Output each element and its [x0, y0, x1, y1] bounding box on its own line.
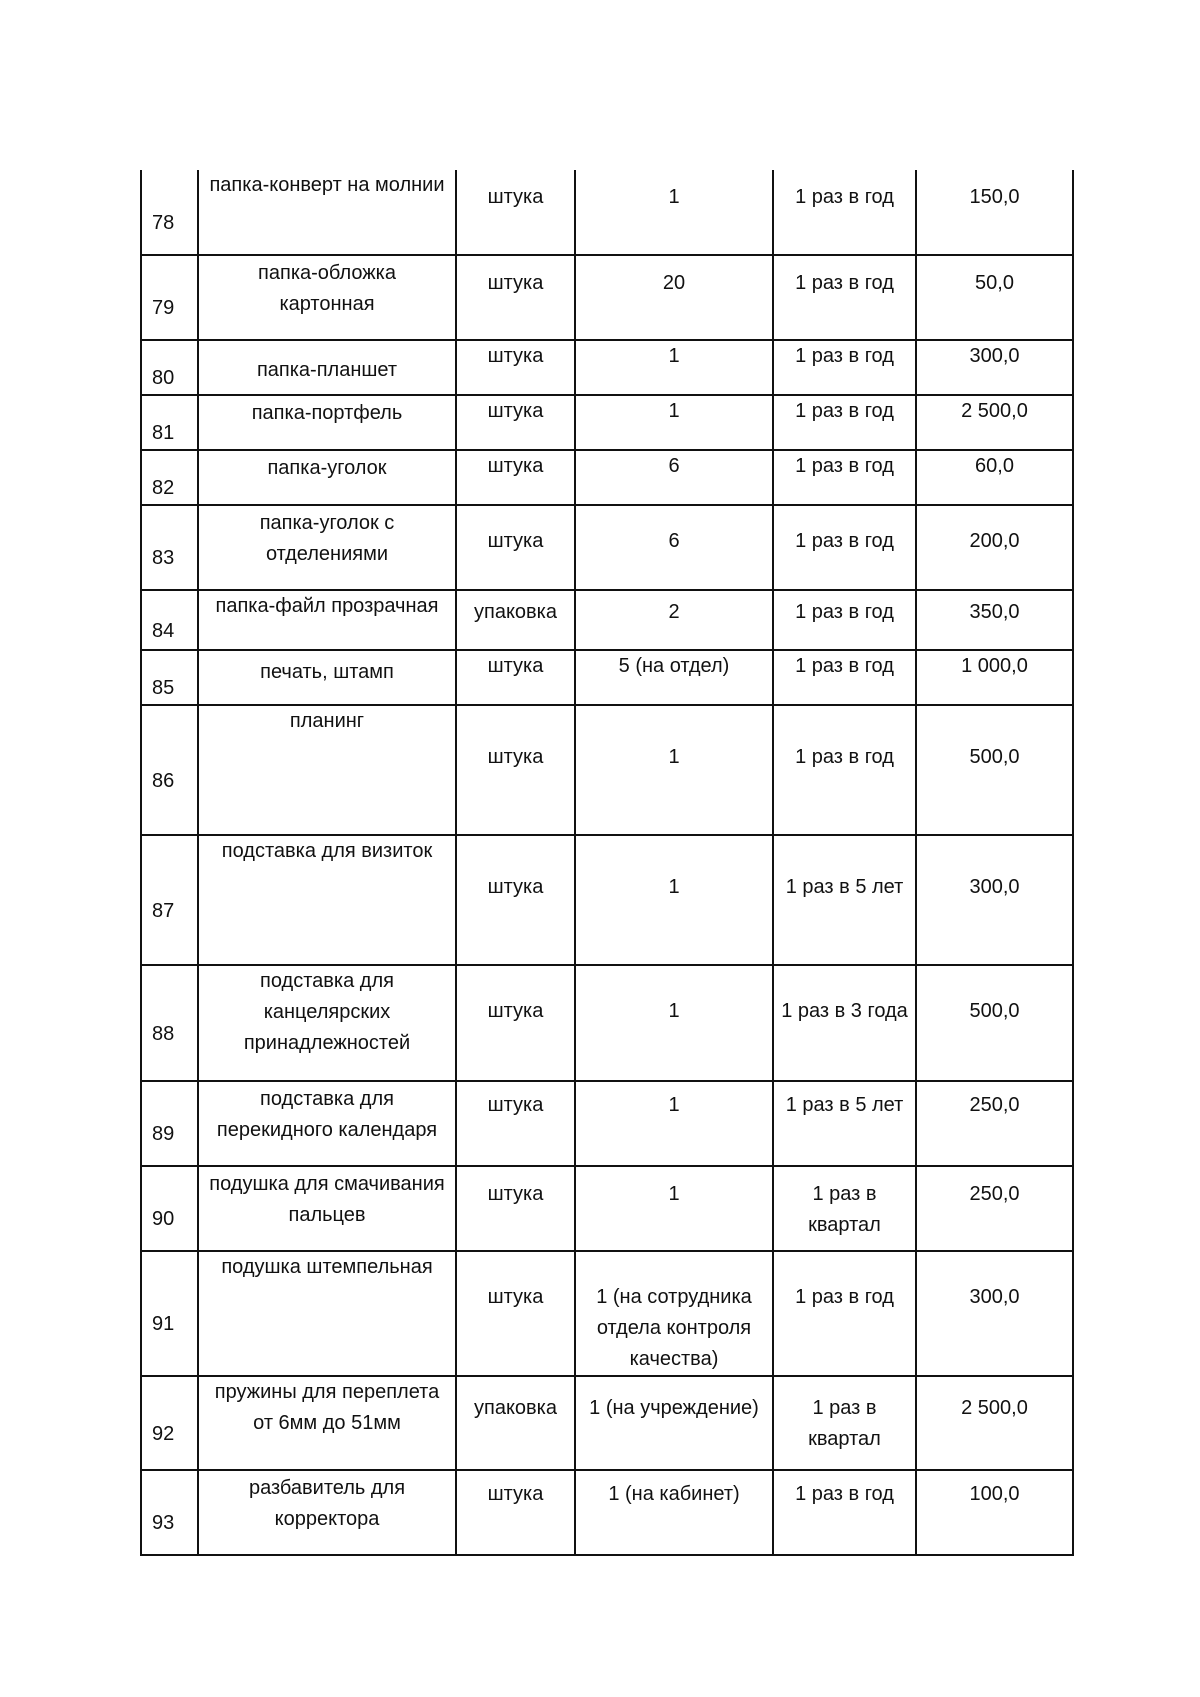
- row-number: 93: [141, 1470, 198, 1555]
- row-number: 86: [141, 705, 198, 835]
- quantity: 1: [575, 170, 773, 255]
- quantity: 1: [575, 395, 773, 450]
- row-number: 88: [141, 965, 198, 1081]
- table-row: [141, 395, 1073, 450]
- quantity: 1: [575, 835, 773, 965]
- unit-of-measure: штука: [456, 650, 575, 705]
- table-row: [141, 1166, 1073, 1251]
- row-number: 91: [141, 1251, 198, 1376]
- unit-of-measure: штука: [456, 835, 575, 965]
- unit-of-measure: штука: [456, 170, 575, 255]
- table-body: [141, 170, 1073, 1555]
- quantity: 1 (на сотрудника отдела контроля качества): [575, 1251, 773, 1376]
- item-name: папка-уголок с отделениями: [198, 505, 456, 590]
- table-row: [141, 1081, 1073, 1166]
- table-row: [141, 340, 1073, 395]
- table-row: [141, 1376, 1073, 1470]
- row-number: 83: [141, 505, 198, 590]
- price: 2 500,0: [916, 395, 1073, 450]
- quantity: 1: [575, 1166, 773, 1251]
- quantity: 1: [575, 965, 773, 1081]
- unit-of-measure: штука: [456, 705, 575, 835]
- item-name: папка-планшет: [198, 340, 456, 395]
- table-row: [141, 705, 1073, 835]
- unit-of-measure: штука: [456, 505, 575, 590]
- row-number: 78: [141, 170, 198, 255]
- table-row: [141, 170, 1073, 255]
- row-number: 92: [141, 1376, 198, 1470]
- item-name: пружины для переплета от 6мм до 51мм: [198, 1376, 456, 1470]
- replacement-frequency: 1 раз в год: [773, 395, 916, 450]
- quantity: 5 (на отдел): [575, 650, 773, 705]
- row-number: 85: [141, 650, 198, 705]
- row-number: 89: [141, 1081, 198, 1166]
- replacement-frequency: 1 раз в год: [773, 705, 916, 835]
- item-name: подставка для визиток: [198, 835, 456, 965]
- price: 1 000,0: [916, 650, 1073, 705]
- table-row: [141, 965, 1073, 1081]
- quantity: 6: [575, 505, 773, 590]
- price: 500,0: [916, 965, 1073, 1081]
- price: 300,0: [916, 835, 1073, 965]
- row-number: 82: [141, 450, 198, 505]
- row-number: 79: [141, 255, 198, 340]
- quantity: 2: [575, 590, 773, 650]
- price: 500,0: [916, 705, 1073, 835]
- item-name: папка-уголок: [198, 450, 456, 505]
- unit-of-measure: штука: [456, 965, 575, 1081]
- supplies-table: [140, 170, 1074, 1556]
- table-row: [141, 650, 1073, 705]
- replacement-frequency: 1 раз в год: [773, 1470, 916, 1555]
- item-name: подушка для смачивания пальцев: [198, 1166, 456, 1251]
- replacement-frequency: 1 раз в 5 лет: [773, 1081, 916, 1166]
- item-name: папка-файл прозрачная: [198, 590, 456, 650]
- replacement-frequency: 1 раз в год: [773, 170, 916, 255]
- item-name: подставка для канцелярских принадлежностей: [198, 965, 456, 1081]
- table-row: [141, 505, 1073, 590]
- quantity: 6: [575, 450, 773, 505]
- item-name: подушка штемпельная: [198, 1251, 456, 1376]
- unit-of-measure: штука: [456, 1470, 575, 1555]
- replacement-frequency: 1 раз в год: [773, 450, 916, 505]
- price: 300,0: [916, 1251, 1073, 1376]
- replacement-frequency: 1 раз в год: [773, 1251, 916, 1376]
- replacement-frequency: 1 раз в год: [773, 255, 916, 340]
- price: 150,0: [916, 170, 1073, 255]
- table-row: [141, 450, 1073, 505]
- unit-of-measure: упаковка: [456, 1376, 575, 1470]
- quantity: 1: [575, 340, 773, 395]
- unit-of-measure: упаковка: [456, 590, 575, 650]
- replacement-frequency: 1 раз в год: [773, 505, 916, 590]
- price: 2 500,0: [916, 1376, 1073, 1470]
- replacement-frequency: 1 раз в год: [773, 650, 916, 705]
- table-row: [141, 590, 1073, 650]
- quantity: 1 (на кабинет): [575, 1470, 773, 1555]
- replacement-frequency: 1 раз в квартал: [773, 1166, 916, 1251]
- item-name: папка-портфель: [198, 395, 456, 450]
- quantity: 1: [575, 705, 773, 835]
- replacement-frequency: 1 раз в год: [773, 590, 916, 650]
- quantity: 1 (на учреждение): [575, 1376, 773, 1470]
- item-name: папка-конверт на молнии: [198, 170, 456, 255]
- table-row: [141, 255, 1073, 340]
- replacement-frequency: 1 раз в 3 года: [773, 965, 916, 1081]
- price: 350,0: [916, 590, 1073, 650]
- row-number: 87: [141, 835, 198, 965]
- quantity: 1: [575, 1081, 773, 1166]
- price: 200,0: [916, 505, 1073, 590]
- unit-of-measure: штука: [456, 450, 575, 505]
- table-row: [141, 835, 1073, 965]
- unit-of-measure: штука: [456, 255, 575, 340]
- unit-of-measure: штука: [456, 340, 575, 395]
- replacement-frequency: 1 раз в 5 лет: [773, 835, 916, 965]
- item-name: папка-обложка картонная: [198, 255, 456, 340]
- row-number: 84: [141, 590, 198, 650]
- table-row: [141, 1251, 1073, 1376]
- price: 50,0: [916, 255, 1073, 340]
- item-name: подставка для перекидного календаря: [198, 1081, 456, 1166]
- row-number: 80: [141, 340, 198, 395]
- item-name: планинг: [198, 705, 456, 835]
- unit-of-measure: штука: [456, 395, 575, 450]
- price: 250,0: [916, 1166, 1073, 1251]
- price: 300,0: [916, 340, 1073, 395]
- unit-of-measure: штука: [456, 1081, 575, 1166]
- row-number: 90: [141, 1166, 198, 1251]
- row-number: 81: [141, 395, 198, 450]
- item-name: печать, штамп: [198, 650, 456, 705]
- unit-of-measure: штука: [456, 1166, 575, 1251]
- table-row: [141, 1470, 1073, 1555]
- replacement-frequency: 1 раз в квартал: [773, 1376, 916, 1470]
- price: 250,0: [916, 1081, 1073, 1166]
- item-name: разбавитель для корректора: [198, 1470, 456, 1555]
- unit-of-measure: штука: [456, 1251, 575, 1376]
- replacement-frequency: 1 раз в год: [773, 340, 916, 395]
- quantity: 20: [575, 255, 773, 340]
- price: 60,0: [916, 450, 1073, 505]
- price: 100,0: [916, 1470, 1073, 1555]
